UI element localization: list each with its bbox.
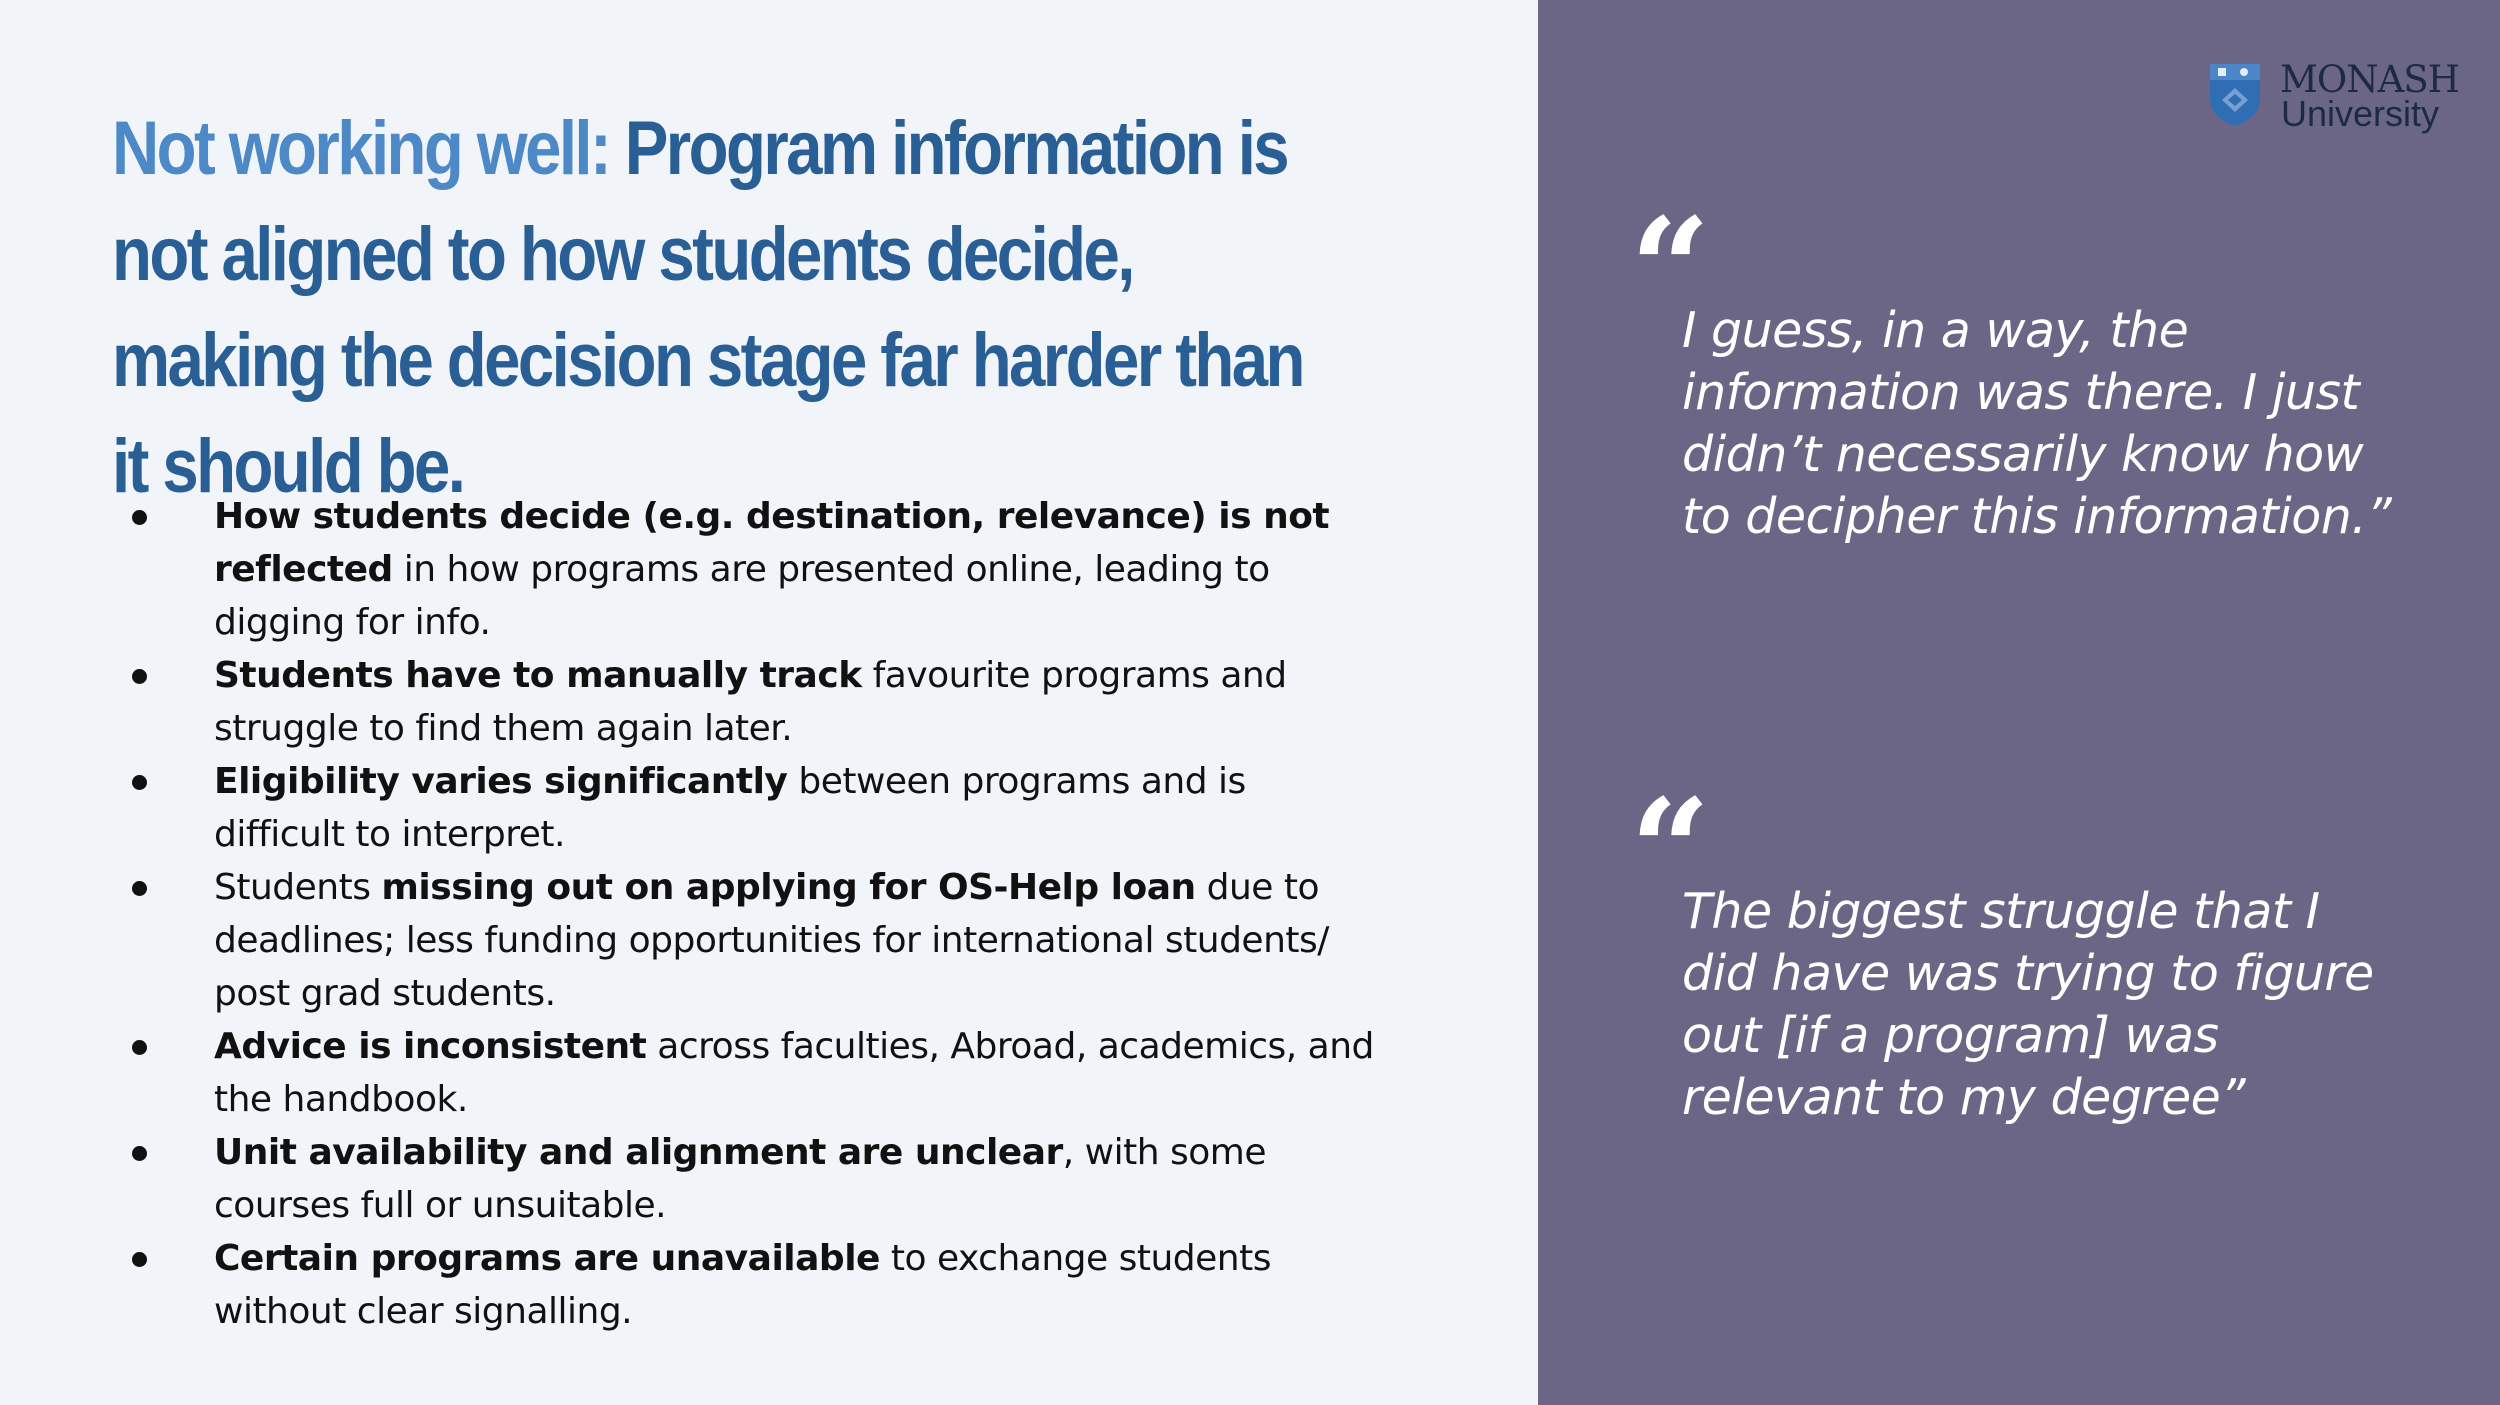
bullet-dot-icon [132,1146,147,1161]
title-main: Program information is not aligned to how students decide, making the decision stage far harder than it should be. [112,106,1303,509]
quote-mark-icon: “ [1630,769,1711,933]
student-quote: I guess, in a way, the information was there. I just didn’t necessarily know how to decipher this information.” [1682,302,2392,545]
logo-wordmark-line1: MONASH [2280,58,2459,101]
finding-pre: Students [214,867,382,908]
finding-bold: missing out on applying for OS-Help loan [381,867,1196,908]
finding-item [122,861,1382,1020]
monash-logo [2208,60,2468,140]
finding-post: between programs and is difficult to interpret. [214,761,1246,855]
finding-item [122,1126,1382,1232]
finding-post: to exchange students without clear signalling. [214,1238,1271,1332]
logo-wordmark-line2: University [2281,93,2440,134]
slide-title [112,96,1316,520]
finding-item [122,755,1382,861]
finding-bold: Students have to manually track [214,655,862,696]
finding-item [122,1232,1382,1338]
finding-post: across faculties, Abroad, academics, and the handbook. [214,1026,1374,1120]
bullet-dot-icon [132,1040,147,1055]
finding-bold: Certain programs are unavailable [214,1238,880,1279]
bullet-dot-icon [132,775,147,790]
bullet-dot-icon [132,881,147,896]
finding-bold: Advice is inconsistent [214,1026,647,1067]
finding-item [122,490,1382,649]
bullet-dot-icon [132,510,147,525]
finding-post: favourite programs and struggle to find them again later. [214,655,1287,749]
title-accent: Not working well: [112,106,610,191]
finding-bold: Eligibility varies significantly [214,761,788,802]
bullet-dot-icon [132,1252,147,1267]
finding-post: , with some courses full or unsuitable. [214,1132,1266,1226]
finding-post: due to deadlines; less funding opportunities for international students/ post grad students. [214,867,1329,1014]
monash-shield-icon [2208,62,2262,128]
findings-list [122,490,1382,1338]
quote-mark-icon: “ [1630,188,1711,352]
finding-post: in how programs are presented online, leading to digging for info. [214,549,1270,643]
finding-item [122,649,1382,755]
finding-bold: Unit availability and alignment are unclear [214,1132,1063,1173]
student-quote: The biggest struggle that I did have was trying to figure out [if a program] was relevant to my degree” [1682,883,2374,1126]
finding-item [122,1020,1382,1126]
bullet-dot-icon [132,669,147,684]
finding-bold: How students decide (e.g. destination, relevance) is not reflected [214,496,1330,590]
